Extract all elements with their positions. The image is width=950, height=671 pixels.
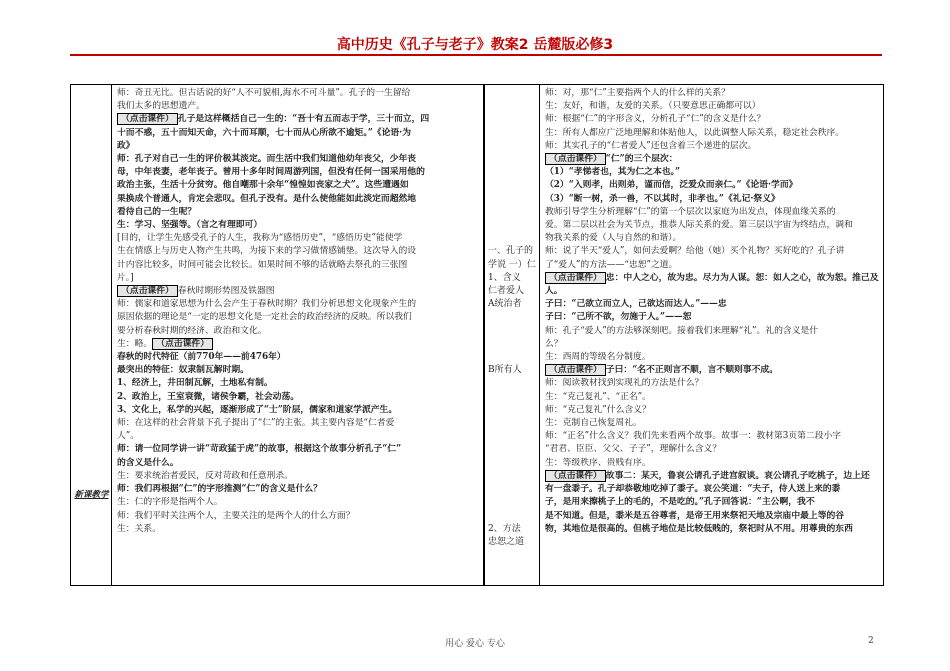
left-line-text: 人”。	[117, 431, 140, 442]
left-column-text	[117, 87, 479, 536]
left-line	[117, 430, 479, 443]
left-line-text: 计内容比较多，时间可能会比较长。如果时间不够的话就略去祭孔的三张图	[117, 259, 408, 270]
right-line	[545, 87, 881, 100]
left-line	[117, 470, 479, 483]
click-courseware-tag: （点击课件）	[152, 338, 213, 350]
right-line	[545, 470, 881, 483]
right-line	[545, 179, 881, 192]
outline-column	[484, 84, 540, 586]
right-line	[545, 443, 881, 456]
right-line-text: 了“爱人”的方法——“忠恕”之道。	[545, 259, 678, 270]
left-line	[117, 193, 479, 206]
left-line	[117, 391, 479, 404]
right-line-text: 子曰：“己欲立而立人，己欲达而达人。”——忠	[545, 299, 727, 310]
left-line-text: 我们太多的思想遗产。	[117, 101, 205, 112]
right-line-text: “仁”的三个层次：	[605, 154, 678, 165]
right-line-text: 教师引导学生分析理解“仁”的第一个层次以家庭为出发点，体现血缘关系的	[545, 206, 836, 217]
left-line	[117, 510, 479, 523]
right-line	[545, 351, 881, 364]
left-line	[117, 206, 479, 219]
right-line-text: 师：阅读教材找到实现礼的方法是什么？	[545, 378, 704, 389]
left-line-text: 生：要求统治者爱民，反对苛政和任意刑杀。	[117, 470, 293, 481]
right-line-text: 生：“克己复礼”、“正名”。	[545, 391, 651, 402]
left-line-text: 要分析春秋时期的经济、政治和文化。	[117, 325, 267, 336]
right-line	[545, 127, 881, 140]
left-line-text: 生：略。	[117, 338, 153, 349]
left-line	[117, 298, 479, 311]
right-line	[545, 338, 881, 351]
page-number: 2	[868, 636, 874, 646]
right-line-text: “君君、臣臣、父父、子子”，理解什么含义？	[545, 444, 722, 455]
left-line-text: 1、经济上，井田制瓦解，土地私有制。	[117, 378, 273, 389]
left-line-text: 3、文化上，私学的兴起，逐渐形成了“士”阶层，儒家和道家学派产生。	[117, 404, 398, 415]
right-line-text: 生：等级秩序、贵贱有序。	[545, 457, 651, 468]
right-line	[545, 219, 881, 232]
left-line-text: 春秋的时代特征（前770年——前476年）	[117, 352, 286, 363]
right-line	[545, 298, 881, 311]
right-line	[545, 206, 881, 219]
left-line-text: 春秋时期形势图及铁器图	[177, 286, 275, 297]
left-line	[117, 311, 479, 324]
right-line	[545, 193, 881, 206]
left-line	[117, 417, 479, 430]
left-line	[117, 404, 479, 417]
right-line-text: 生：克制自己恢复周礼。	[545, 418, 642, 429]
left-line	[117, 127, 479, 140]
left-line	[117, 496, 479, 509]
left-line	[117, 364, 479, 377]
left-line-text: 十而不惑，五十而知天命，六十而耳顺，七十而从心所欲不逾矩。”《论语·为	[117, 127, 412, 138]
right-line-text: 有一盘黍子。孔子却恭敬地吃掉了黍子。哀公笑道：“夫子，侍人送上来的黍	[545, 484, 841, 495]
left-line	[117, 232, 479, 245]
left-line-text: 政治主张，生活十分贫穷。他自嘲那十余年“惶惶如丧家之犬”。这些遭遇如	[117, 180, 409, 191]
left-line	[117, 259, 479, 272]
outline-label: 2、方法	[488, 523, 521, 534]
left-line	[117, 140, 479, 153]
right-line-text: 爱。第二层以社会为关节点，推恭人际关系的爱。第三层以宇宙为终结点，调和	[545, 220, 853, 231]
left-line	[117, 272, 479, 285]
left-line-text: 师：请一位同学讲一讲“苛政猛于虎”的故事，根据这个故事分析孔子“仁”	[117, 444, 402, 455]
left-line-text: 看待自己的一生呢？	[117, 206, 197, 217]
right-line	[545, 391, 881, 404]
right-line-text: 是不知道。但是，黍米是五谷尊者，是帝王用来祭祀天地及宗庙中最上等的谷	[545, 510, 845, 521]
right-line-text: 师：“正名”什么含义？我们先来看两个故事。故事一：教材第3页第二段小字	[545, 431, 842, 442]
right-line	[545, 285, 881, 298]
left-line-text: 原因依据的理论是“一定的思想文化是一定社会的政治经济的反映。所以我们	[117, 312, 412, 323]
left-line	[117, 219, 479, 232]
left-line-text: 生：关系。	[117, 523, 161, 534]
left-line	[117, 523, 479, 536]
left-line-text: 师：儒家和道家思想为什么会产生于春秋时期？我们分析思想文化现象产生的	[117, 299, 417, 310]
left-line	[117, 153, 479, 166]
outline-label: B所有人	[488, 365, 522, 376]
right-line	[545, 100, 881, 113]
left-line-text: 孔子是这样概括自己一生的：“吾十有五而志于学，三十而立，四	[177, 114, 430, 125]
right-line	[545, 232, 881, 245]
right-column-text	[545, 87, 881, 536]
right-line-text: 师：对，那“仁”主要指两个人的什么样的关系？	[545, 88, 730, 98]
left-line-text: [目的，让学生先感受孔子的人生，我称为“感悟历史”，“感悟历史”能使学	[117, 233, 403, 244]
right-line	[545, 311, 881, 324]
right-line-text: 物，其地位是很高的。但桃子地位是比较低贱的，祭祀时从不用。用尊贵的东西	[545, 523, 853, 534]
right-line	[545, 457, 881, 470]
left-line	[117, 285, 479, 298]
left-line	[117, 166, 479, 179]
right-line-text: 师：其实孔子的“仁者爱人”还包含着三个递进的层次。	[545, 140, 757, 151]
left-line-text: 师：奇丑无比。但古话说的好“人不可貌相,海水不可斗量”。孔子的一生留给	[117, 88, 411, 98]
right-line	[545, 417, 881, 430]
right-line-text: （3）“断一树，杀一兽，不以其时，非孝也。”《礼记·祭义》	[545, 193, 780, 204]
right-line-text: 人。	[545, 286, 563, 297]
left-line-text: 师：我们平时关注两个人，主要关注的是两个人的什么方面？	[117, 510, 355, 521]
click-courseware-tag: （点击课件）	[545, 272, 606, 284]
left-line	[117, 179, 479, 192]
right-line	[545, 430, 881, 443]
left-line	[117, 113, 479, 126]
document-title: 高中历史《孔子与老子》教案2 岳麓版必修3	[336, 37, 614, 53]
right-line	[545, 140, 881, 153]
left-line-text: 片。]	[117, 272, 134, 283]
right-line	[545, 510, 881, 523]
outline-label: 学说 一）仁	[488, 259, 536, 270]
outline-label: 仁者爱人	[488, 286, 525, 296]
left-line	[117, 325, 479, 338]
section-label: 新课教学	[74, 490, 109, 500]
left-line-text: 师：在这样的社会背景下孔子提出了“仁”的主张。其主要内容是“仁者爱	[117, 418, 395, 429]
click-courseware-tag: （点击课件）	[545, 153, 606, 165]
right-line	[545, 113, 881, 126]
outline-label: 一、孔子的	[488, 246, 534, 257]
right-line-text: 子，是用来擦桃子上的毛的，不是吃的。”孔子回答说：“主公啊，我不	[545, 497, 815, 508]
right-line-text: 生：所有人都应广泛地理解和体贴他人，以此调整人际关系，稳定社会秩序。	[545, 127, 845, 138]
right-line	[545, 259, 881, 272]
right-line-text: 故事二：某天，鲁哀公请孔子进宫叙谈。哀公请孔子吃桃子，边上还	[605, 470, 870, 481]
left-line-text: 政》	[117, 140, 135, 151]
left-line	[117, 443, 479, 456]
left-line-text: 生在情感上与历史人物产生共鸣，为接下来的学习做情感铺垫。这次导入的设	[117, 246, 417, 257]
left-line-text: 生：仁的字形是指两个人。	[117, 497, 223, 508]
left-line-text: 2、政治上，王室衰微，诸侯争霸，社会动荡。	[117, 391, 300, 402]
click-courseware-tag: （点击课件）	[117, 285, 178, 297]
click-courseware-tag: （点击课件）	[117, 113, 178, 125]
right-line	[545, 166, 881, 179]
outline-label: A统治者	[488, 299, 522, 310]
right-line	[545, 404, 881, 417]
footer-motto: 用心 爱心 专心	[445, 639, 505, 649]
left-line	[117, 377, 479, 390]
section-label-cell	[71, 84, 112, 586]
left-line	[117, 245, 479, 258]
right-line-text: 么？	[545, 338, 563, 349]
left-line-text: 生：学习、坚强等。（言之有理即可）	[117, 220, 263, 231]
click-courseware-tag: （点击课件）	[545, 364, 606, 376]
right-line	[545, 272, 881, 285]
right-line-text: （1）“孝悌者也，其为仁之本也。”	[545, 167, 680, 178]
left-line-text: 师：我们再根据“仁”的字形推测“仁”的含义是什么？	[117, 484, 322, 495]
left-line	[117, 457, 479, 470]
right-line	[545, 496, 881, 509]
left-line	[117, 338, 479, 351]
right-line-text: 物我关系的爱（人与自然的和谐）。	[545, 233, 682, 244]
right-line-text: 生：西周的等级名分制度。	[545, 352, 651, 363]
right-line-text: 生：友好，和谐，友爱的关系。（只要意思正确都可以）	[545, 101, 761, 112]
right-line-text: 子曰：“名不正则言不顺，言不顺则事不成。	[605, 365, 778, 376]
right-line-text: 子曰：“己所不欲，勿施于人。”——恕	[545, 312, 692, 323]
right-line	[545, 325, 881, 338]
title-rule	[70, 54, 882, 56]
left-line	[117, 351, 479, 364]
right-line-text: 师：“克己复礼”什么含义？	[545, 404, 651, 415]
click-courseware-tag: （点击课件）	[545, 470, 606, 482]
right-line	[545, 364, 881, 377]
right-line-text: 忠：中人之心，故为忠。尽力为人谋。恕：如人之心，故为恕。推己及	[605, 272, 879, 283]
right-line	[545, 483, 881, 496]
left-line	[117, 100, 479, 113]
right-line-text: 师：孔子“爱人”的方法够深刻吧。接着我们来理解“礼”。礼的含义是什	[545, 325, 819, 336]
left-line-text: 的含义是什么。	[117, 457, 179, 468]
right-line-text: （2）“入则孝，出则弟，谨而信，泛爱众而亲仁。”《论语·学而》	[545, 180, 798, 191]
right-line	[545, 153, 881, 166]
right-line	[545, 523, 881, 536]
left-line-text: 母，中年丧妻，老年丧子。曾用十多年时间周游列国，但没有任何一国采用他的	[117, 167, 425, 178]
right-line	[545, 377, 881, 390]
left-line	[117, 87, 479, 100]
outline-label: 1、含义	[488, 272, 521, 283]
left-line-text: 最突出的特征：奴隶制瓦解时期。	[117, 365, 249, 376]
left-line-text: 师：孔子对自己一生的评价极其淡定。而生活中我们知道他幼年丧父，少年丧	[117, 154, 417, 165]
outline-label: 忠恕之道	[488, 536, 525, 547]
right-line-text: 师：说了半天“爱人”，如何去爱啊？给他（她）买个礼物？买好吃的？孔子讲	[545, 246, 845, 257]
left-line	[117, 483, 479, 496]
left-line-text: 果换成个普通人，肯定会悲叹。但孔子没有。是什么使他能如此淡定而超然地	[117, 193, 417, 204]
right-line	[545, 245, 881, 258]
right-line-text: 师：根据“仁”的字形含义，分析孔子“仁”的含义是什么？	[545, 114, 766, 125]
